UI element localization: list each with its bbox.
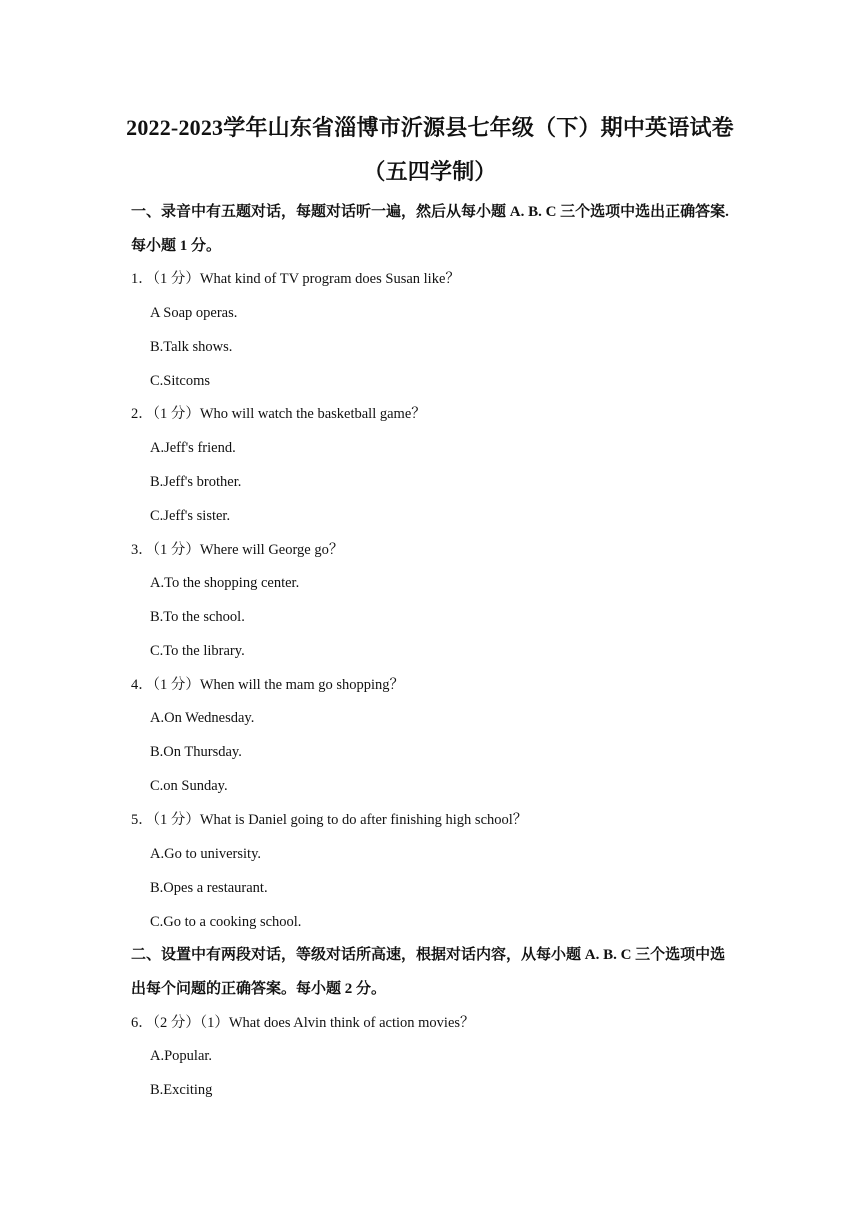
question-4: 4．（1 分）When will the mam go shopping？ <box>131 677 405 693</box>
question-4-option-b: B.On Thursday. <box>150 744 242 760</box>
question-2-option-c: C.Jeff's sister. <box>150 508 231 524</box>
question-1-option-b: B.Talk shows. <box>150 339 233 355</box>
section-1-line-1: 一、录音中有五题对话，每题对话听一遍，然后从每小题 A. B. C 三个选项中选出正确答案. <box>131 204 729 220</box>
exam-title: 2022-2023学年山东省淄博市沂源县七年级（下）期中英语试卷 <box>126 115 734 140</box>
question-1-option-c: C.Sitcoms <box>150 373 211 389</box>
question-3-option-b: B.To the school. <box>150 609 245 625</box>
question-2-option-a: A.Jeff's friend. <box>150 440 236 456</box>
question-5-option-b: B.Opes a restaurant. <box>150 880 268 896</box>
section-2-heading <box>131 938 736 1006</box>
question-5: 5．（1 分）What is Daniel going to do after finishing high school？ <box>131 812 528 828</box>
question-5-option-c: C.Go to a cooking school. <box>150 914 302 930</box>
question-3: 3．（1 分）Where will George go？ <box>131 542 344 558</box>
question-1-option-a: A Soap operas. <box>150 305 238 321</box>
exam-subtitle: （五四学制） <box>363 159 497 184</box>
question-2-option-b: B.Jeff's brother. <box>150 474 242 490</box>
question-1: 1．（1 分）What kind of TV program does Susan like？ <box>131 271 460 287</box>
question-5-option-a: A.Go to university. <box>150 846 262 862</box>
question-6-option-b: B.Exciting <box>150 1082 213 1098</box>
question-6: 6．（2 分）（1）What does Alvin think of action movies？ <box>131 1015 475 1031</box>
question-3-option-a: A.To the shopping center. <box>150 575 300 591</box>
question-6-option-a: A.Popular. <box>150 1048 213 1064</box>
question-4-option-c: C.on Sunday. <box>150 778 228 794</box>
question-3-option-c: C.To the library. <box>150 643 245 659</box>
section-1-heading <box>131 195 736 263</box>
section-1-line-2: 每小题 1 分。 <box>131 238 222 254</box>
question-2: 2．（1 分）Who will watch the basketball game？ <box>131 406 426 422</box>
question-4-option-a: A.On Wednesday. <box>150 710 255 726</box>
section-2-line-2: 出每个问题的正确答案。每小题 2 分。 <box>131 981 387 997</box>
section-2-line-1: 二、设置中有两段对话，等级对话所高速，根据对话内容，从每小题 A. B. C 三个选项中选 <box>131 947 726 963</box>
